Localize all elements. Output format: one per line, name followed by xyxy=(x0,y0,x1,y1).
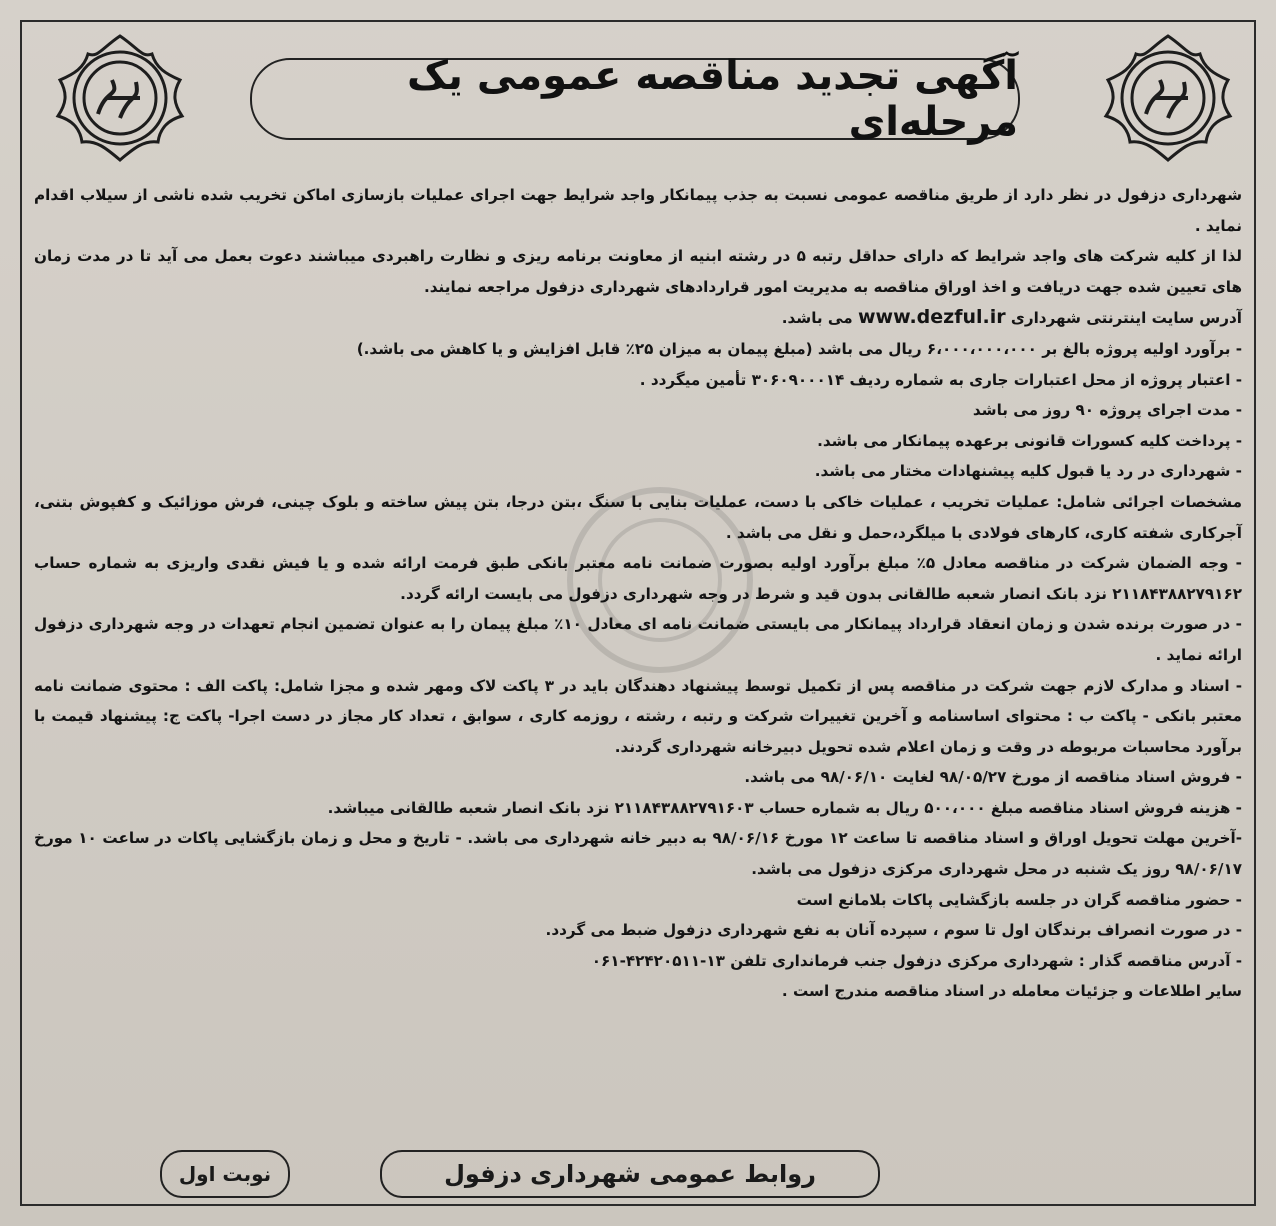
item-rights: - شهرداری در رد یا قبول کلیه پیشنهادات مختار می باشد. xyxy=(814,462,1242,481)
intro-paragraph-2: لذا از کلیه شرکت های واجد شرایط که دارای حداقل رتبه ۵ در رشته ابنیه از معاونت برنامه ریزی و نظارت راهبردی میباشند دعوت بعمل می آید تا در مدت زمان های تعیین شده جهت دریافت و اخذ اوراق مناقصه به مدیریت امور قراردادهای شهرداری دزفول مراجعه نمایند. xyxy=(34,247,1242,296)
issuer-box xyxy=(380,1150,880,1198)
ad-body xyxy=(34,180,1242,1007)
item-deductions: - پرداخت کلیه کسورات قانونی برعهده پیمانکار می باشد. xyxy=(817,431,1242,450)
guarantee-paragraph: - وجه الضمان شرکت در مناقصه معادل ۵٪ مبلغ برآورد اولیه بصورت ضمانت نامه معتبر بانکی طبق فرمت ارائه شده و یا فیش نقدی واریزی به شماره حساب ۲۱۱۸۴۳۸۸۲۷۹۱۶۲ نزد بانک انصار شعبه طالقانی بدون قید و شرط در وجه شهرداری دزفول می بایست ارائه گردد. xyxy=(34,554,1242,603)
item-estimate: - برآورد اولیه پروژه بالغ بر ۶،۰۰۰،۰۰۰،۰۰۰ ریال می باشد (مبلغ پیمان به میزان ۲۵٪ قابل افزایش و یا کاهش می باشد.) xyxy=(356,339,1242,358)
cost-line: - هزینه فروش اسناد مناقصه مبلغ ۵۰۰،۰۰۰ ریال به شماره حساب ۲۱۱۸۴۳۸۸۲۷۹۱۶۰۳ نزد بانک انصار شعبه طالقانی میباشد. xyxy=(327,798,1242,817)
documents-paragraph: - اسناد و مدارک لازم جهت شرکت در مناقصه پس از تکمیل توسط پیشنهاد دهندگان باید در ۳ پاکت لاک ومهر شده و مجزا شامل: پاکت الف : محتوی ضمانت نامه معتبر بانکی - پاکت ب : محتوای اساسنامه و آخرین تغییرات شرکت و رتبه ، رشته ، روزمه کاری ، سوابق ، تعداد کار مجاز در دست اجرا- پاکت ج: پیشنهاد قیمت با برآورد محاسبات مربوطه در وقت و زمان اعلام شده تحویل دبیرخانه شهرداری گردند. xyxy=(34,676,1242,756)
intro-paragraph-1: شهرداری دزفول در نظر دارد از طریق مناقصه عمومی نسبت به جذب پیمانکار واجد شرایط جهت اجرای عملیات بازسازی اماکن تخریب شده ناشی از سیلاب اقدام نماید . xyxy=(34,186,1242,235)
item-duration: - مدت اجرای پروژه ۹۰ روز می باشد xyxy=(972,401,1242,420)
dezful-municipality-logo-left xyxy=(50,28,190,168)
round-box xyxy=(160,1150,290,1198)
title-box xyxy=(250,53,1020,145)
forfeit-line: - در صورت انصراف برندگان اول تا سوم ، سپرده آنان به نفع شهرداری دزفول ضبط می گردد. xyxy=(545,921,1242,940)
round-label: نوبت اول xyxy=(178,1162,272,1186)
deadline-paragraph: -آخرین مهلت تحویل اوراق و اسناد مناقصه تا ساعت ۱۲ مورخ ۹۸/۰۶/۱۶ به دبیر خانه شهرداری می باشد. - تاریخ و محل و زمان بازگشایی پاکات در ساعت ۱۰ مورخ ۹۸/۰۶/۱۷ روز یک شنبه در محل شهرداری مرکزی دزفول می باشد. xyxy=(34,829,1242,879)
attendance-line: - حضور مناقصه گران در جلسه بازگشایی پاکات بلامانع است xyxy=(796,890,1242,909)
address-line: - آدرس مناقصه گذار : شهرداری مرکزی دزفول جنب فرمانداری تلفن ۱۳-۴۲۴۲۰۵۱۱-۰۶۱ xyxy=(591,951,1242,970)
specs-paragraph: مشخصات اجرائی شامل: عملیات تخریب ، عملیات خاکی با دست، عملیات بنایی با سنگ ،بتن درجا، بتن پیش ساخته و بلوک چینی، فرش موزائیک و کفپوش بتنی، آجرکاری شفته کاری، کارهای فولادی با میلگرد،حمل و نقل می باشد . xyxy=(34,492,1242,542)
other-info-line: سایر اطلاعات و جزئیات معامله در اسناد مناقصه مندرج است . xyxy=(781,982,1242,1001)
website-prefix: آدرس سایت اینترنتی شهرداری xyxy=(1010,309,1242,328)
website-line xyxy=(34,302,1242,334)
dezful-municipality-logo-right xyxy=(1098,28,1238,168)
issuer-label: روابط عمومی شهرداری دزفول xyxy=(444,1160,816,1188)
website-link[interactable]: www.dezful.ir xyxy=(858,306,1006,329)
ad-title: آگهی تجدید مناقصه عمومی یک مرحله‌ای xyxy=(406,53,1018,145)
sale-line: - فروش اسناد مناقصه از مورخ ۹۸/۰۵/۲۷ لغایت ۹۸/۰۶/۱۰ می باشد. xyxy=(744,768,1242,787)
winner-paragraph: - در صورت برنده شدن و زمان انعقاد قرارداد پیمانکار می بایستی ضمانت نامه ای معادل ۱۰٪ مبلغ پیمان را به عنوان تضمین انجام تعهدات در وجه شهرداری دزفول ارائه نماید . xyxy=(34,615,1242,664)
item-budget: - اعتبار پروژه از محل اعتبارات جاری به شماره ردیف ۳۰۶۰۹۰۰۰۱۴ تأمین میگردد . xyxy=(639,370,1242,389)
website-suffix: می باشد. xyxy=(781,309,853,328)
